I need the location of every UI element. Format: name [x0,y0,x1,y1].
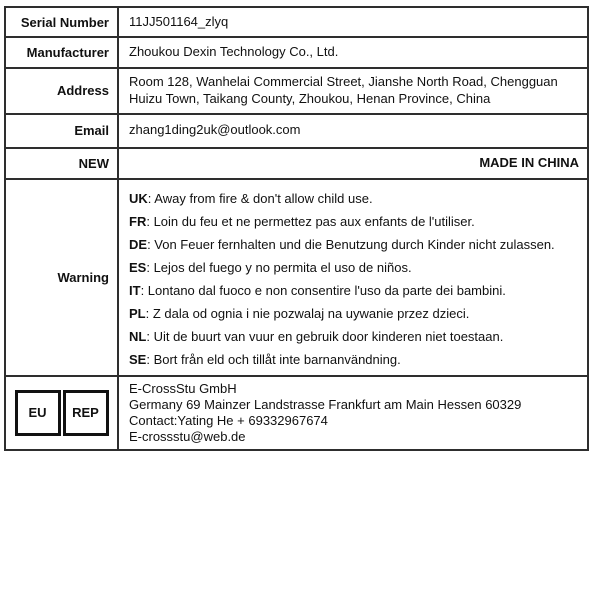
warning-text-se: : Bort från eld och tillåt inte barnanvändning. [146,351,401,367]
warning-line-pl [129,306,579,321]
serial-number-value: 11JJ501164_zlyq [129,13,229,29]
eu-rep-contact-block [119,377,587,449]
warning-text-es: : Lejos del fuego y no permita el uso de niños. [146,259,412,275]
warning-line-fr [129,214,579,229]
email-value: zhang1ding2uk@outlook.com [129,122,301,138]
warning-line-nl [129,329,579,344]
row-warning [6,180,587,377]
warning-list [119,180,587,375]
warning-text-fr: : Loin du feu et ne permettez pas aux enfants de l'utiliser. [146,213,475,229]
warning-text-nl: : Uit de buurt van vuur en gebruik door kinderen niet toestaan. [146,328,504,344]
warning-text-pl: : Z dala od ognia i nie pozwalaj na uywanie przez dzieci. [145,305,470,321]
eu-rep-address-line: Germany 69 Mainzer Landstrasse Frankfurt am Main Hessen 60329 [129,396,522,412]
eu-rep-email-line: E-crossstu@web.de [129,428,246,444]
row-address [6,69,587,115]
warning-text-it: : Lontano dal fuoco e non consentire l'uso da parte dei bambini. [140,282,506,298]
warning-line-it [129,283,579,298]
warning-code-de: DE [129,236,148,252]
email-label: Email [6,115,119,147]
warning-code-nl: NL [129,328,147,344]
address-value: Room 128, Wanhelai Commercial Street, Jianshe North Road, Chengguan Huizu Town, Taikang County, Zhoukou, Henan Province, China [129,74,558,106]
warning-code-pl: PL [129,305,146,321]
warning-code-fr: FR [129,213,147,229]
warning-line-es [129,260,579,275]
row-serial-number [6,8,587,38]
rep-badge: REP [63,390,109,436]
serial-number-label: Serial Number [6,8,119,36]
warning-label: Warning [6,180,119,375]
row-email [6,115,587,149]
warning-code-it: IT [129,282,141,298]
new-label: NEW [6,149,119,178]
warning-line-de [129,237,579,252]
warning-line-uk [129,191,579,206]
address-label: Address [6,69,119,113]
row-eu-rep [6,377,587,449]
row-manufacturer [6,38,587,69]
warning-text-uk: : Away from fire & don't allow child use. [147,190,373,206]
row-origin [6,149,587,180]
eu-rep-symbol [6,377,119,449]
warning-code-es: ES [129,259,147,275]
product-label-table [4,6,589,451]
made-in-china-text: MADE IN CHINA [479,154,579,170]
warning-text-de: : Von Feuer fernhalten und die Benutzung durch Kinder nicht zulassen. [147,236,555,252]
manufacturer-value: Zhoukou Dexin Technology Co., Ltd. [129,44,339,60]
warning-code-uk: UK [129,190,148,206]
eu-badge: EU [15,390,61,436]
eu-rep-contact-line: Contact:Yating He + 69332967674 [129,412,328,428]
warning-line-se [129,352,579,367]
manufacturer-label: Manufacturer [6,38,119,67]
eu-rep-company-name: E-CrossStu GmbH [129,380,237,396]
warning-code-se: SE [129,351,147,367]
